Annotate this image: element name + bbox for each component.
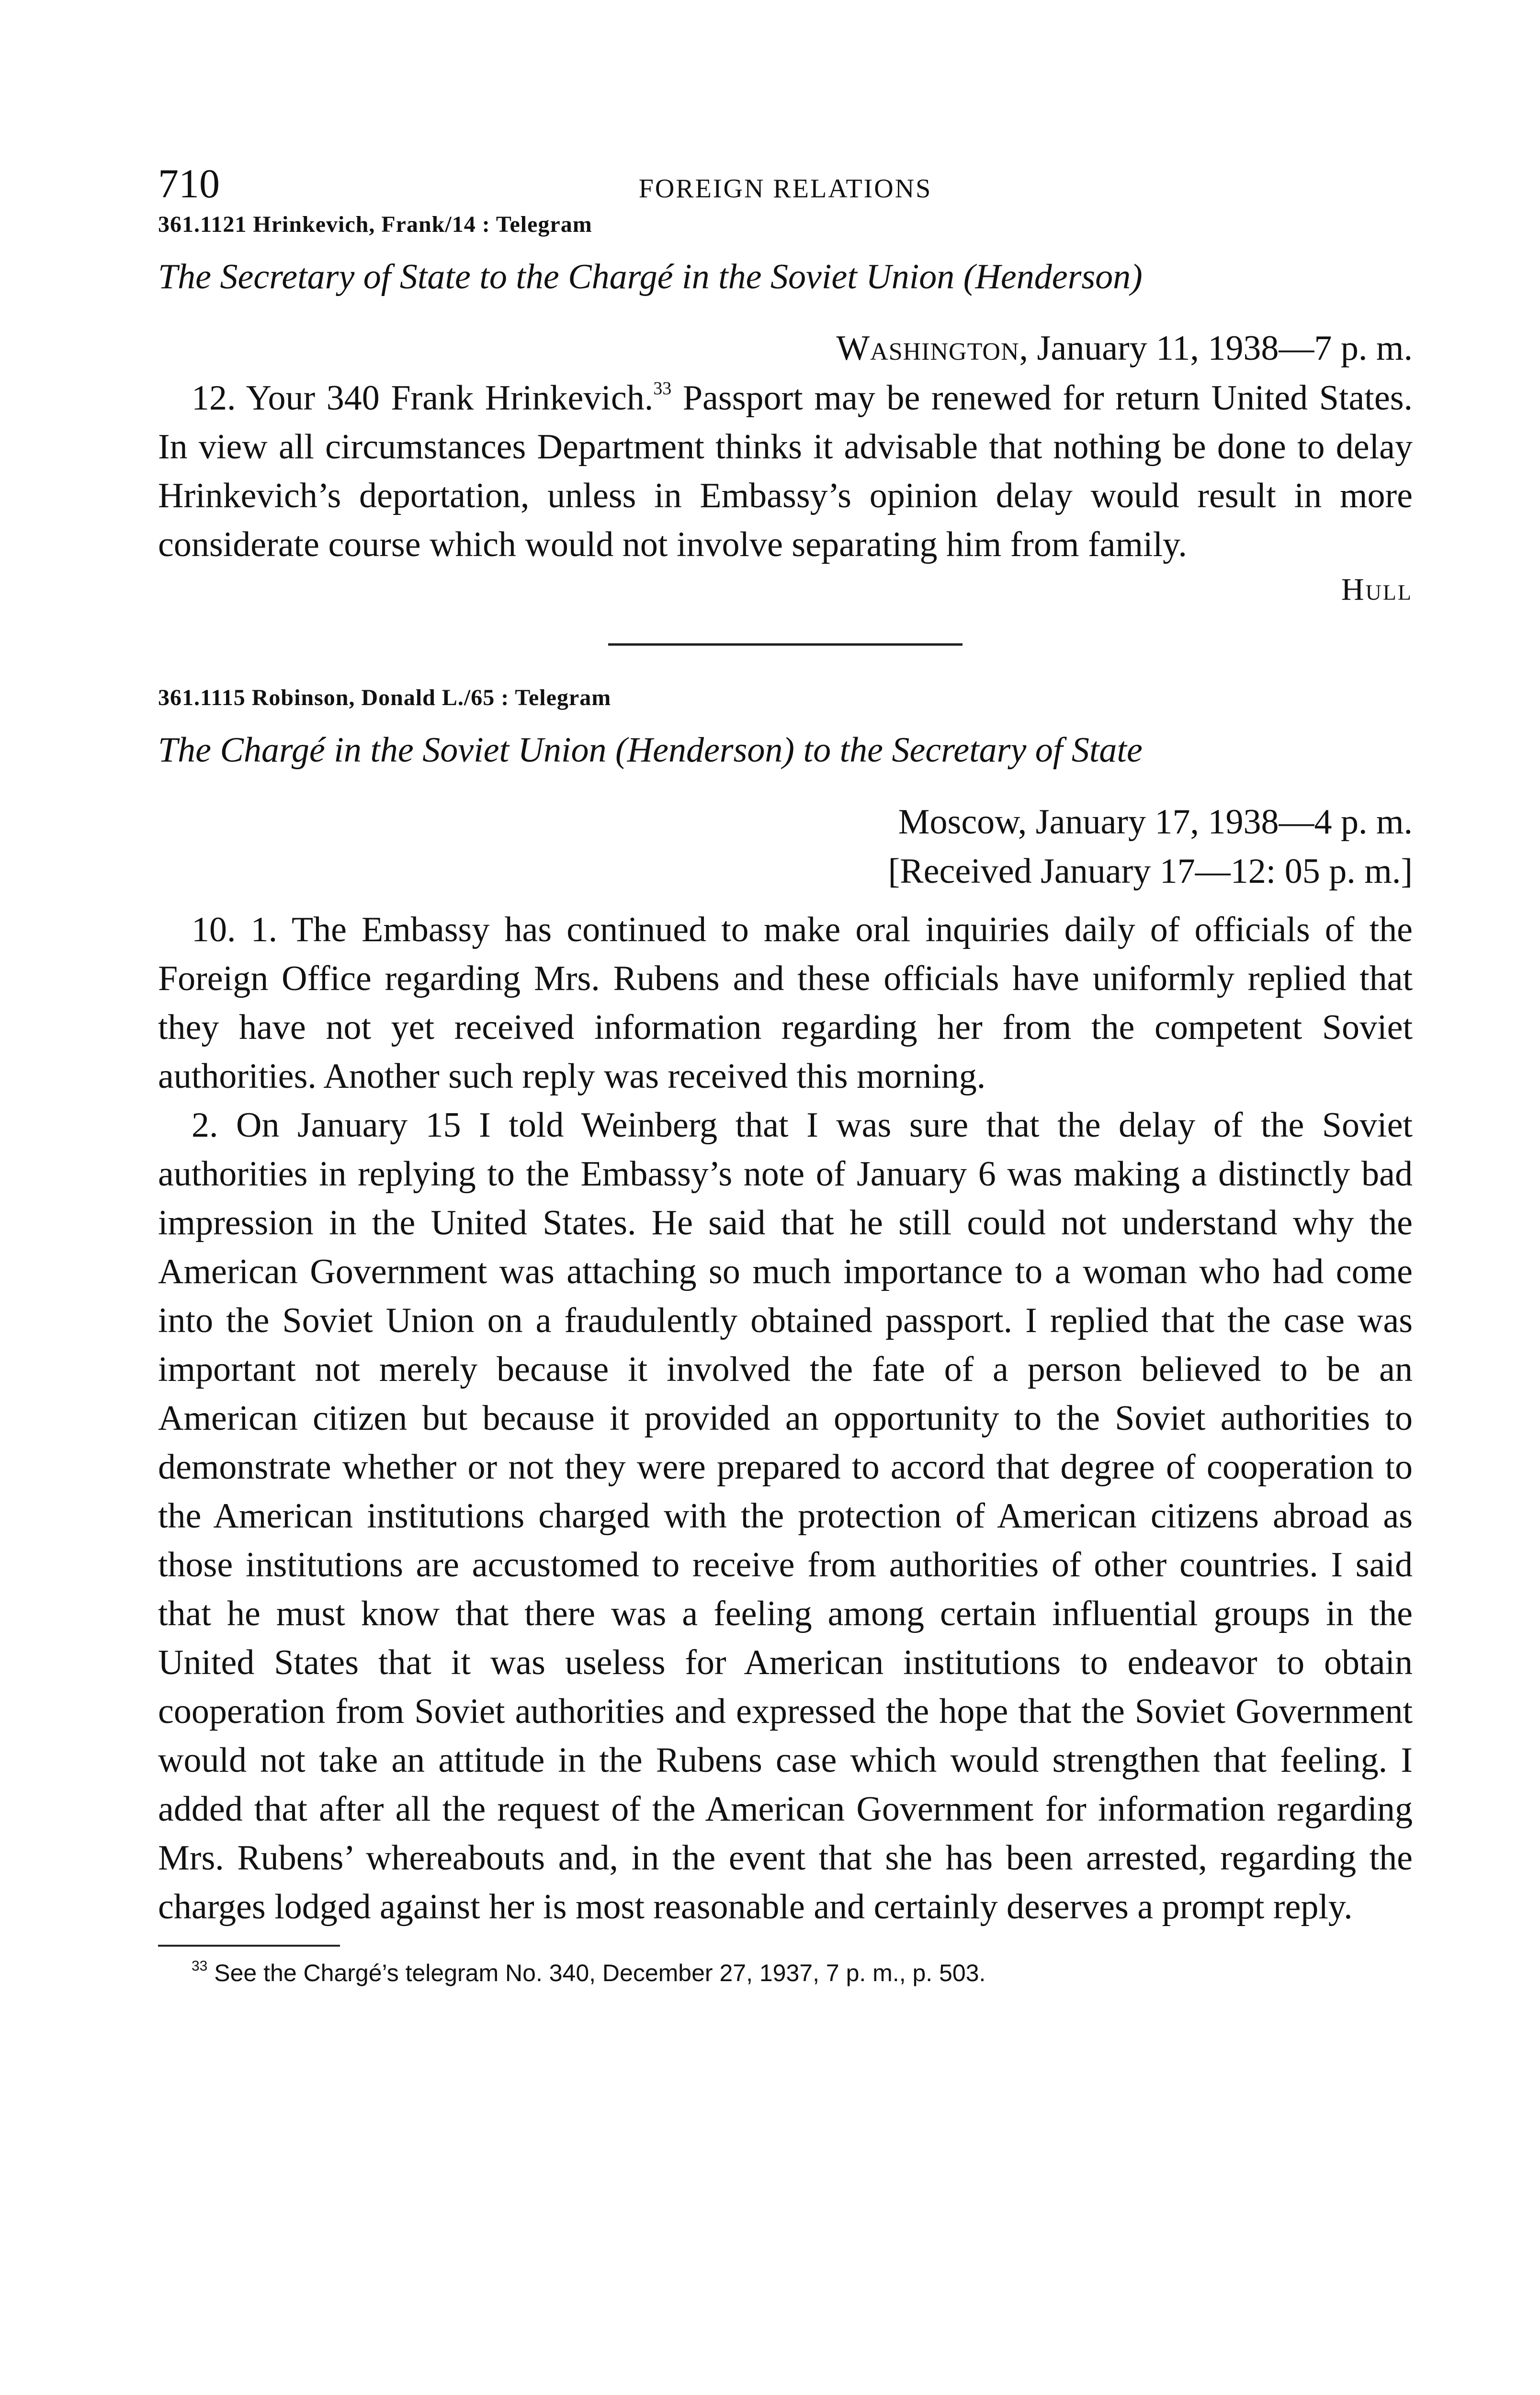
running-head: FOREIGN RELATIONS [638, 174, 932, 204]
paragraph-start: 12. Your 340 Frank Hrinkevich. [192, 378, 654, 418]
telegram-paragraph-2: 2. On January 15 I told Weinberg that I was sure that the delay of the Soviet authorities in replying to the Embassy’s note of January 6 was making a distinctly bad impression in the United States. He said that he still could not understand why the American Government was attaching so much importance to a woman who had come into the Soviet Union on a fraudulently obtained passport. I replied that the case was important not merely because it involved the fate of a person believed to be an American citizen but because it provided an opportunity to the Soviet authorities to demonstrate whether or not they were prepared to accord that degree of cooperation to the American institutions charged with the protection of American citizens abroad as those institutions are accustomed to receive from authorities of other countries. I said that he must know that there was a feeling among certain influential groups in the United States that it was useless for American institutions to endeavor to obtain cooperation from Soviet authorities and expressed the hope that the Soviet Government would not take an attitude in the Rubens case which would strengthen that feeling. I added that after all the request of the American Government for information regarding Mrs. Rubens’ whereabouts and, in the event that she has been arrested, regarding the charges lodged against her is most reasonable and certainly deserves a prompt reply. [158, 1105, 1413, 1927]
document-entry-1 [158, 211, 1413, 610]
dateline-place: Washington [836, 329, 1019, 368]
telegram-paragraph [158, 374, 1413, 569]
section-divider [608, 643, 962, 646]
signature: Hull [1341, 571, 1413, 607]
footnote-divider [158, 1945, 340, 1947]
footnote-number: 33 [192, 1958, 208, 1974]
document-page [158, 144, 1413, 1990]
document-title: The Chargé in the Soviet Union (Henderson) to the Secretary of State [158, 730, 1143, 770]
footnote-text: See the Chargé’s telegram No. 340, December 27, 1937, 7 p. m., p. 503. [207, 1959, 986, 1986]
file-reference: 361.1115 Robinson, Donald L./65 : Telegram [158, 685, 611, 711]
telegram-paragraph-1: 10. 1. The Embassy has continued to make oral inquiries daily of officials of the Foreign Office regarding Mrs. Rubens and these officials have uniformly replied that they have not yet received information regarding her from the competent Soviet authorities. Another such reply was received this morning. [158, 910, 1413, 1096]
document-title: The Secretary of State to the Chargé in the Soviet Union (Henderson) [158, 257, 1143, 297]
page-header [158, 144, 1413, 211]
file-reference: 361.1121 Hrinkevich, Frank/14 : Telegram [158, 212, 592, 237]
page-number: 710 [158, 160, 220, 206]
paragraph-rest: Passport may be renewed for return United States. In view all circumstances Department thinks it advisable that nothing be done to delay Hrinkevich’s deportation, unless in Embassy’s opinion delay would result in more considerate course which would not involve separating him from family. [158, 378, 1413, 564]
dateline [158, 324, 1413, 374]
dateline-date: , January 11, 1938—7 p. m. [1019, 329, 1413, 368]
document-entry-2 [158, 684, 1413, 1931]
footnote [158, 1956, 1413, 1990]
dateline [158, 798, 1413, 897]
footnote-marker: 33 [653, 378, 672, 399]
dateline-date: Moscow, January 17, 1938—4 p. m. [898, 802, 1413, 842]
received-note: [Received January 17—12: 05 p. m.] [888, 852, 1413, 891]
